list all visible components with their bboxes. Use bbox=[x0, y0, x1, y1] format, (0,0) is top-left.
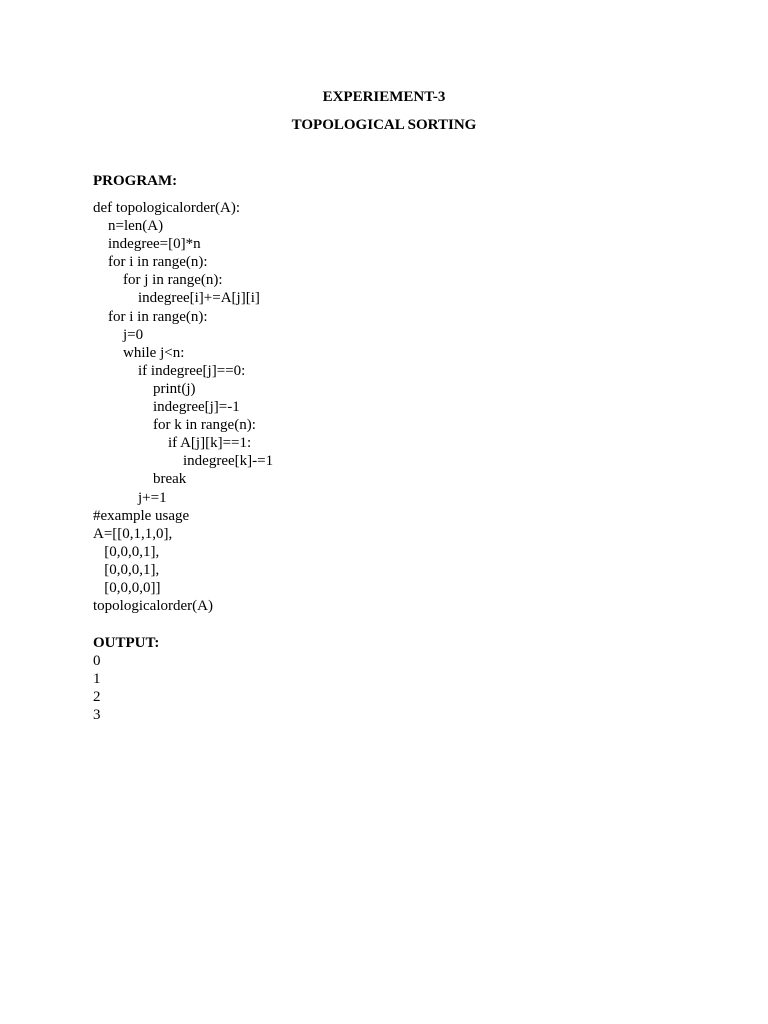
code-line: indegree=[0]*n bbox=[93, 236, 201, 253]
output-heading: OUTPUT: bbox=[93, 635, 160, 651]
program-output-block bbox=[93, 652, 101, 724]
code-line: while j<n: bbox=[93, 344, 185, 361]
code-line: A=[[0,1,1,0], bbox=[93, 525, 173, 542]
code-line: indegree[i]+=A[j][i] bbox=[93, 290, 260, 307]
experiment-title: EXPERIEMENT-3 bbox=[322, 89, 446, 105]
code-line: for k in range(n): bbox=[93, 417, 256, 434]
output-line: 3 bbox=[93, 707, 101, 724]
code-line: for i in range(n): bbox=[93, 254, 208, 271]
code-line: topologicalorder(A) bbox=[93, 598, 213, 615]
experiment-subtitle: TOPOLOGICAL SORTING bbox=[291, 117, 477, 133]
code-line: [0,0,0,1], bbox=[93, 543, 160, 560]
output-line: 0 bbox=[93, 653, 101, 669]
code-line: break bbox=[93, 471, 187, 488]
code-line: print(j) bbox=[93, 380, 196, 397]
code-line: for i in range(n): bbox=[93, 308, 208, 325]
output-line: 2 bbox=[93, 689, 101, 706]
code-line: indegree[j]=-1 bbox=[93, 399, 240, 416]
code-line: [0,0,0,0]] bbox=[93, 579, 161, 596]
code-line: def topologicalorder(A): bbox=[93, 200, 241, 216]
output-line: 1 bbox=[93, 671, 101, 688]
program-heading: PROGRAM: bbox=[93, 173, 178, 189]
program-code-block bbox=[93, 199, 273, 615]
code-line: #example usage bbox=[93, 507, 190, 524]
code-line: if A[j][k]==1: bbox=[93, 435, 252, 452]
code-line: indegree[k]-=1 bbox=[93, 453, 274, 470]
code-line: [0,0,0,1], bbox=[93, 561, 160, 578]
code-line: n=len(A) bbox=[93, 218, 164, 235]
code-line: if indegree[j]==0: bbox=[93, 362, 246, 379]
code-line: for j in range(n): bbox=[93, 272, 223, 289]
code-line: j+=1 bbox=[93, 489, 167, 506]
code-line: j=0 bbox=[93, 326, 144, 343]
